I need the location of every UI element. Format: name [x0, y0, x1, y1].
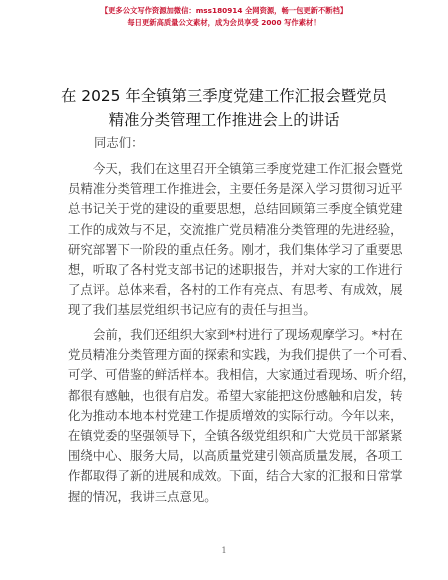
title-line-2: 精准分类管理工作推进会上的讲话 [108, 111, 340, 129]
page-number: 1 [221, 546, 227, 555]
paragraph-line: 在镇党委的坚强领导下，全镇各级党组织和广大党员干部紧紧 [68, 428, 403, 444]
promo-banner [0, 6, 448, 28]
paragraph-line: 作都取得了新的进展和成效。下面，结合大家的汇报和日常掌 [68, 468, 403, 484]
document-title [20, 84, 428, 132]
paragraph-line: 可学、可借鉴的鲜活样本。我相信，大家通过看现场、听介绍， [68, 367, 415, 383]
paragraph-line: 都很有感触，也很有启发。希望大家能把这份感触和启发，转 [68, 387, 403, 403]
paragraph-line: 化为推动本地本村党建工作提质增效的实际行动。今年以来， [68, 407, 403, 423]
paragraph-line: 总书记关于党的建设的重要思想，总结回顾第三季度全镇党建 [68, 201, 403, 217]
paragraph-line: 研究部署下一阶段的重点任务。刚才，我们集体学习了重要思 [68, 241, 403, 257]
paragraph-line: 会前，我们还组织大家到*村进行了现场观摩学习。*村在 [93, 327, 403, 342]
paragraph-line: 工作的成效与不足，交流推广党员精准分类管理的先进经验， [68, 221, 403, 237]
banner-line-1: 【更多公文写作资源加微信：mss180914 全网资源，畅一包更新不断档】 [100, 6, 348, 15]
salutation: 同志们： [94, 135, 144, 150]
paragraph-line: 现了我们基层党组织书记应有的责任与担当。 [68, 302, 316, 318]
paragraph-line: 今天，我们在这里召开全镇第三季度党建工作汇报会暨党 [93, 161, 403, 176]
title-line-1: 在 2025 年全镇第三季度党建工作汇报会暨党员 [61, 87, 387, 105]
banner-line-2: 每日更新高质量公文素材，成为会员享受 2000 写作素材！ [127, 18, 321, 27]
paragraph-line: 了点评。总体来看，各村的工作有亮点、有思考、有成效，展 [68, 282, 403, 298]
paragraph-1 [68, 159, 403, 321]
paragraph-line: 员精准分类管理工作推进会，主要任务是深入学习贯彻习近平 [68, 181, 403, 197]
paragraph-line: 党员精准分类管理方面的探索和实践，为我们提供了一个可看、 [68, 347, 415, 363]
paragraph-2 [68, 325, 415, 507]
paragraph-line: 围绕中心、服务大局，以高质量党建引领高质量发展，各项工 [68, 448, 403, 464]
paragraph-line: 想，听取了各村党支部书记的述职报告，并对大家的工作进行 [68, 262, 403, 278]
paragraph-line: 握的情况，我讲三点意见。 [68, 488, 217, 504]
